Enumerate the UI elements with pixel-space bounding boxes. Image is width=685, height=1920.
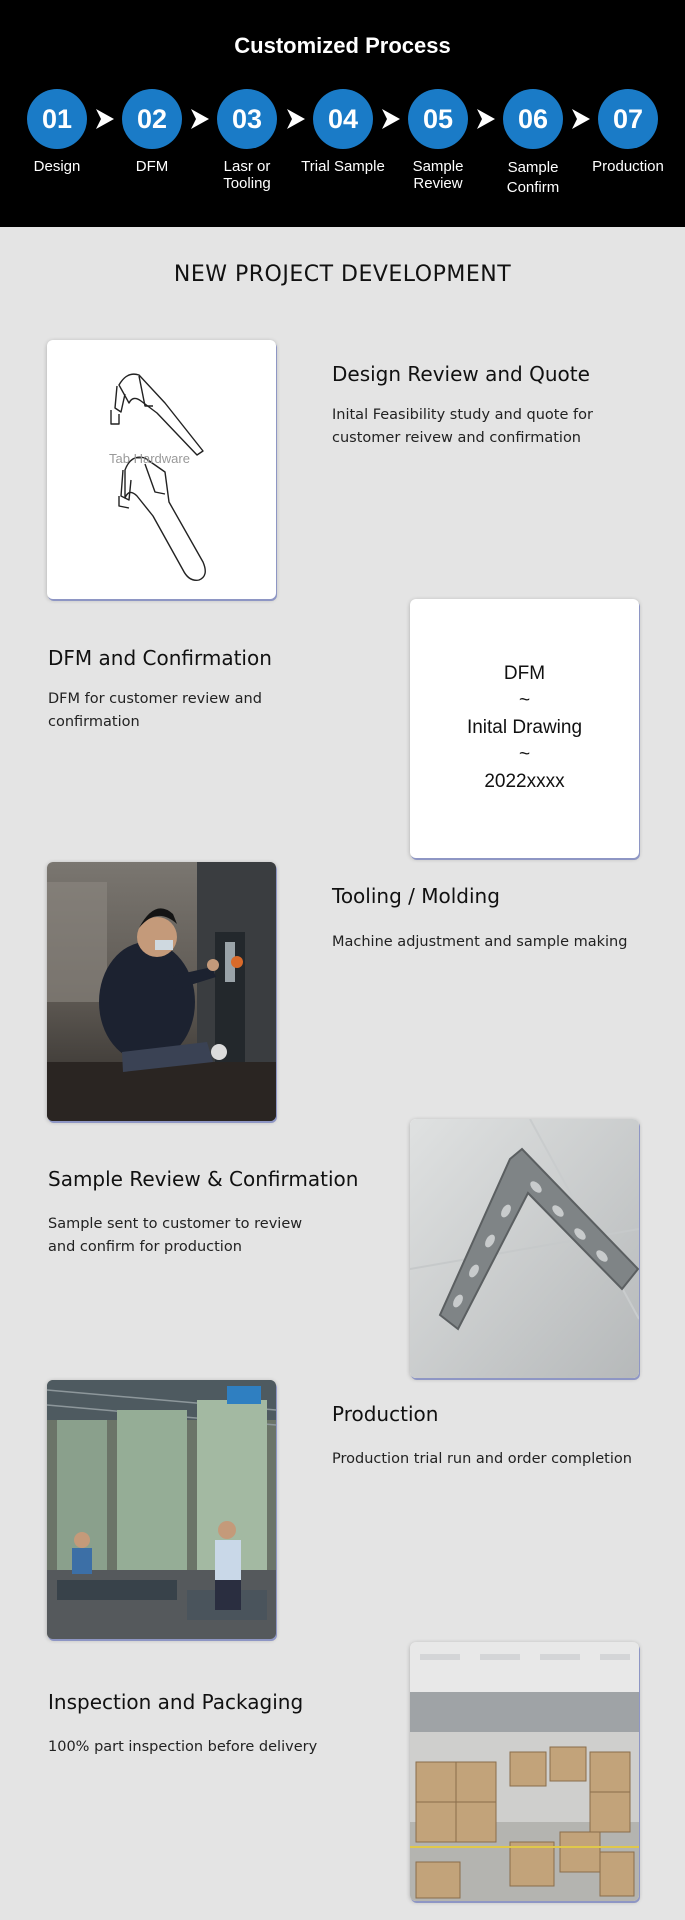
block-title: Design Review and Quote xyxy=(332,362,590,386)
tilde-separator: ~ xyxy=(518,690,531,711)
drawing-label: Inital Drawing xyxy=(466,717,583,738)
step-number: 07 xyxy=(598,89,658,149)
dfm-drawing-card xyxy=(410,599,639,858)
step-label: Production xyxy=(592,158,664,175)
block-title: Inspection and Packaging xyxy=(48,1690,304,1714)
process-step-trial-sample xyxy=(295,89,391,175)
block-description: 100% part inspection before delivery xyxy=(48,1739,318,1755)
block-description: Sample sent to customer to review and confirm for production xyxy=(48,1216,303,1255)
block-title: Sample Review & Confirmation xyxy=(48,1167,359,1191)
block-description: Machine adjustment and sample making xyxy=(332,934,628,950)
production-factory-photo xyxy=(47,1380,276,1639)
process-step-sample-confirm xyxy=(485,89,581,198)
block-description: Inital Feasibility study and quote for customer reivew and confirmation xyxy=(332,407,593,446)
bracket-sketch xyxy=(47,340,276,599)
block-description: Production trial run and order completion xyxy=(332,1451,632,1467)
tooling-worker-photo xyxy=(47,862,276,1121)
step-number: 03 xyxy=(217,89,277,149)
tilde-separator: ~ xyxy=(518,744,531,765)
process-step-tooling xyxy=(199,89,295,192)
step-number: 05 xyxy=(408,89,468,149)
process-title: Customized Process xyxy=(234,33,451,58)
process-step-production xyxy=(580,89,676,175)
step-number: 01 xyxy=(27,89,87,149)
step-number: 06 xyxy=(503,89,563,149)
step-label: DFM xyxy=(135,158,169,175)
step-label: Lasr or Tooling xyxy=(223,158,271,192)
block-title: Production xyxy=(332,1402,439,1426)
dfm-label: DFM xyxy=(503,663,546,684)
process-step-design xyxy=(9,89,105,175)
step-label: Design xyxy=(33,158,81,175)
block-description: DFM for customer review and confirmation xyxy=(48,691,262,730)
section-heading: NEW PROJECT DEVELOPMENT xyxy=(173,262,512,287)
process-step-dfm xyxy=(104,89,200,175)
watermark-text: Tab Hardware xyxy=(109,451,190,466)
warehouse-boxes-photo xyxy=(410,1642,639,1901)
drawing-number: 2022xxxx xyxy=(484,771,565,792)
block-title: DFM and Confirmation xyxy=(48,646,272,670)
process-header xyxy=(0,0,685,227)
step-number: 02 xyxy=(122,89,182,149)
step-label: Sample Review xyxy=(412,158,464,192)
process-step-sample-review xyxy=(390,89,486,192)
bracket-drawing-image xyxy=(47,340,276,599)
step-number: 04 xyxy=(313,89,373,149)
step-label: Trial Sample xyxy=(301,158,385,175)
sample-bracket-photo xyxy=(410,1119,639,1378)
block-title: Tooling / Molding xyxy=(332,884,500,908)
step-label: Sample Confirm xyxy=(506,159,560,196)
